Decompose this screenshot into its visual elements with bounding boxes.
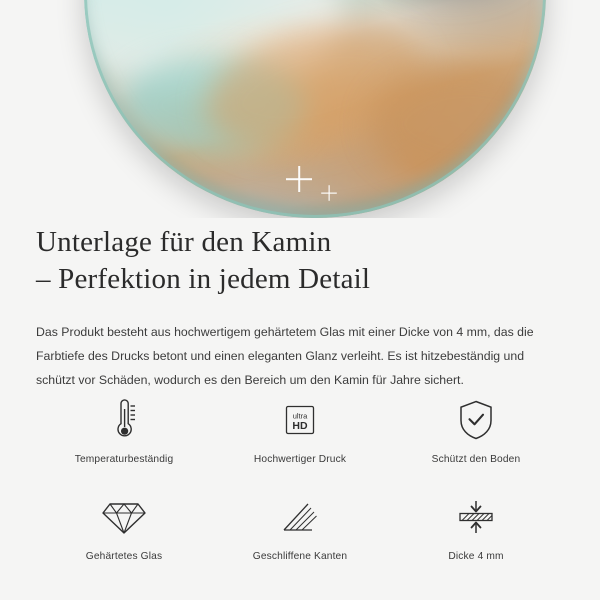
svg-text:ultra: ultra bbox=[292, 411, 308, 421]
feature-label: Dicke 4 mm bbox=[448, 551, 504, 562]
feature-label: Hochwertiger Druck bbox=[253, 454, 347, 465]
text-block bbox=[0, 224, 600, 392]
feature-label: Gehärtetes Glas bbox=[85, 551, 163, 562]
thickness-icon bbox=[454, 493, 498, 541]
thermometer-icon bbox=[104, 396, 144, 444]
page-title-line-1: Unterlage für den Kamin bbox=[36, 226, 332, 258]
feature-grid bbox=[36, 396, 564, 562]
page-title bbox=[0, 224, 600, 298]
page-title-line-2: – Perfektion in jedem Detail bbox=[36, 263, 371, 295]
hero-image bbox=[0, 0, 600, 218]
feature-label: Geschliffene Kanten bbox=[252, 551, 348, 562]
svg-text:HD: HD bbox=[292, 420, 308, 432]
polished-edges-icon bbox=[278, 493, 322, 541]
plate-rim bbox=[84, 0, 546, 218]
feature-item-floor-protection bbox=[388, 396, 564, 465]
diamond-icon bbox=[101, 493, 147, 541]
shield-check-icon bbox=[455, 396, 497, 444]
glass-plate-graphic bbox=[84, 0, 546, 218]
feature-item-thickness bbox=[388, 493, 564, 562]
product-description: Das Produkt besteht aus hochwertigem gehärtetem Glas mit einer Dicke von 4 mm, das die Farbtiefe des Drucks betont und einen eleganten Glanz verleiht. Es ist hitzebeständig und schützt vor Schäden, wodurch es den Bereich um den Kamin für Jahre sichert. bbox=[36, 325, 534, 387]
feature-item-tempered-glass bbox=[36, 493, 212, 562]
feature-label: Temperaturbeständig bbox=[74, 454, 174, 465]
feature-item-print-quality bbox=[212, 396, 388, 465]
ultra-hd-icon bbox=[278, 396, 322, 444]
feature-item-polished-edges bbox=[212, 493, 388, 562]
feature-label: Schützt den Boden bbox=[431, 454, 521, 465]
feature-item-temperature bbox=[36, 396, 212, 465]
